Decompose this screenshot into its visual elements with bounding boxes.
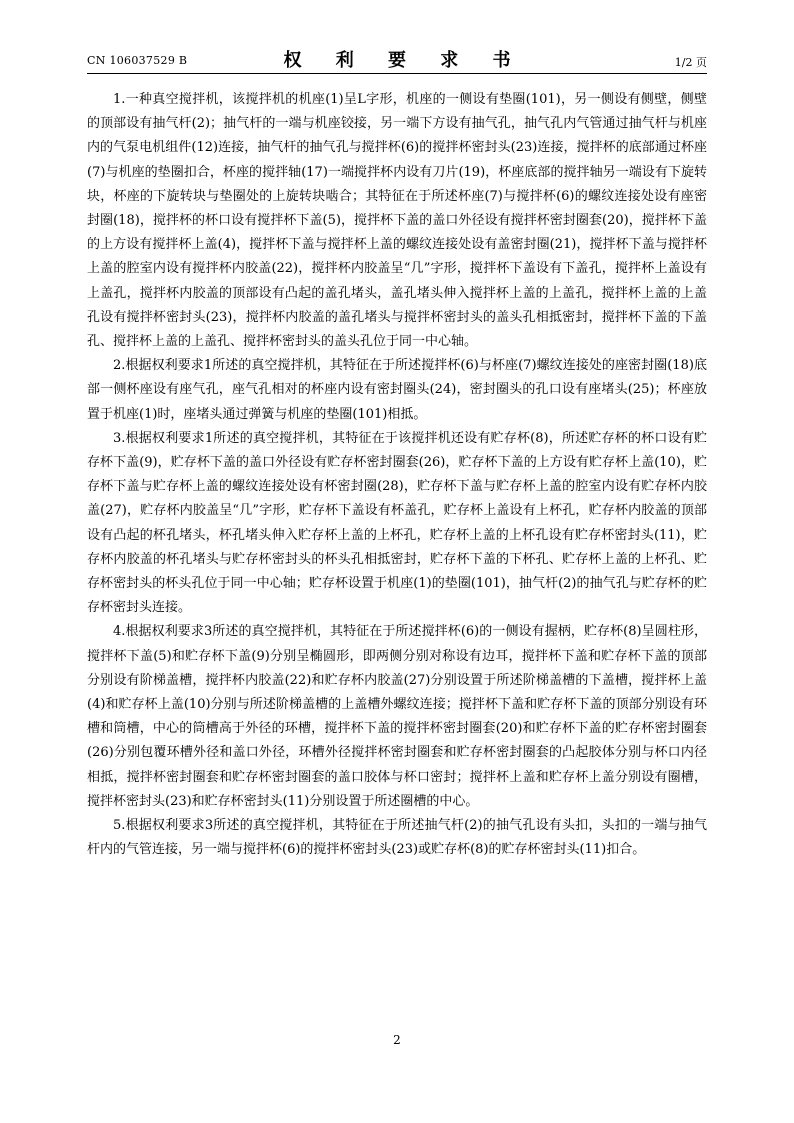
claim-3: 3.根据权利要求1所述的真空搅拌机，其特征在于该搅拌机还设有贮存杯(8)，所述贮存杯的杯口设有贮存杯下盖(9)，贮存杯下盖的盖口外径设有贮存杯密封圈套(26)，贮存杯下盖的上方设有贮存杯上盖(10)，贮存杯下盖与贮存杯上盖的螺纹连接处设有杯密封圈(28)，贮存杯下盖与贮存杯上盖的腔室内设有贮存杯内胶盖(27)，贮存杯内胶盖呈“几”字形，贮存杯下盖设有杯盖孔，贮存杯上盖设有上杯孔，贮存杯内胶盖的顶部设有凸起的杯孔堵头，杯孔堵头伸入贮存杯上盖的上杯孔，贮存杯上盖的上杯孔设有贮存杯密封头(11)，贮存杯内胶盖的杯孔堵头与贮存杯密封头的杯头孔相抵密封，贮存杯下盖的下杯孔、贮存杯上盖的上杯孔、贮存杯密封头的杯头孔位于同一中心轴；贮存杯设置于机座(1)的垫圈(101)，抽气杆(2)的抽气孔与贮存杯的贮存杯密封头连接。 [87, 430, 707, 616]
claim-5: 5.根据权利要求3所述的真空搅拌机，其特征在于所述抽气杆(2)的抽气孔设有头扣，头扣的一端与抽气杆内的气管连接，另一端与搅拌杯(6)的搅拌杯密封头(23)或贮存杯(8)的贮存杯密封头(11)扣合。 [87, 818, 707, 858]
claim-4: 4.根据权利要求3所述的真空搅拌机，其特征在于所述搅拌杯(6)的一侧设有握柄，贮存杯(8)呈圆柱形，搅拌杯下盖(5)和贮存杯下盖(9)分别呈椭圆形，即两侧分别对称设有边耳，搅拌杯下盖和贮存杯下盖的顶部分别设有阶梯盖槽，搅拌杯内胶盖(22)和贮存杯内胶盖(27)分别设置于所述阶梯盖槽的下盖槽，搅拌杯上盖(4)和贮存杯上盖(10)分别与所述阶梯盖槽的上盖槽外螺纹连接；搅拌杯下盖和贮存杯下盖的顶部分别设有环槽和筒槽，中心的筒槽高于外径的环槽，搅拌杯下盖的搅拌杯密封圈套(20)和贮存杯下盖的贮存杯密封圈套(26)分别包覆环槽外径和盖口外径，环槽外径搅拌杯密封圈套和贮存杯密封圈套的凸起胶体分别与杯口内径相抵，搅拌杯密封圈套和贮存杯密封圈套的盖口胶体与杯口密封；搅拌杯上盖和贮存杯上盖分别设有圈槽，搅拌杯密封头(23)和贮存杯密封头(11)分别设置于所述圈槽的中心。 [87, 624, 707, 809]
claims-body [87, 88, 707, 863]
claim-2: 2.根据权利要求1所述的真空搅拌机，其特征在于所述搅拌杯(6)与杯座(7)螺纹连接处的座密封圈(18)底部一侧杯座设有座气孔，座气孔相对的杯座内设有密封圈头(24)，密封圈头的孔口设有座堵头(25)；杯座放置于机座(1)时，座堵头通过弹簧与机座的垫圈(101)相抵。 [87, 358, 707, 422]
patent-number: CN 106037529 B [87, 54, 188, 67]
header-divider [87, 73, 707, 74]
claim-1: 1.一种真空搅拌机，该搅拌机的机座(1)呈L字形，机座的一侧设有垫圈(101)，另一侧设有侧壁，侧壁的顶部设有抽气杆(2)；抽气杆的一端与机座铰接，另一端下方设有抽气孔，抽气孔内气管通过抽气杆与机座内的气泵电机组件(12)连接，抽气杆的抽气孔与搅拌杯(6)的搅拌杯密封头(23)连接，搅拌杯的底部通过杯座(7)与机座的垫圈扣合，杯座的搅拌轴(17)一端搅拌杯内设有刀片(19)，杯座底部的搅拌轴另一端设有下旋转块，杯座的下旋转块与垫圈处的上旋转块啮合；其特征在于所述杯座(7)与搅拌杯(6)的螺纹连接处设有座密封圈(18)，搅拌杯的杯口设有搅拌杯下盖(5)，搅拌杯下盖的盖口外径设有搅拌杯密封圈套(20)，搅拌杯下盖的上方设有搅拌杯上盖(4)，搅拌杯下盖与搅拌杯上盖的螺纹连接处设有盖密封圈(21)，搅拌杯下盖与搅拌杯上盖的腔室内设有搅拌杯内胶盖(22)，搅拌杯内胶盖呈“几”字形，搅拌杯下盖设有下盖孔，搅拌杯上盖设有上盖孔，搅拌杯内胶盖的顶部设有凸起的盖孔堵头，盖孔堵头伸入搅拌杯上盖的上盖孔，搅拌杯上盖的上盖孔设有搅拌杯密封头(23)，搅拌杯内胶盖的盖孔堵头与搅拌杯密封头的盖头孔相抵密封，搅拌杯下盖的下盖孔、搅拌杯上盖的上盖孔、搅拌杯密封头的盖头孔位于同一中心轴。 [87, 92, 707, 350]
page-number: 2 [393, 1033, 401, 1047]
page-title: 权 利 要 求 书 [283, 50, 525, 71]
page-header [87, 44, 707, 72]
page-indicator: 1/2 页 [674, 56, 707, 69]
